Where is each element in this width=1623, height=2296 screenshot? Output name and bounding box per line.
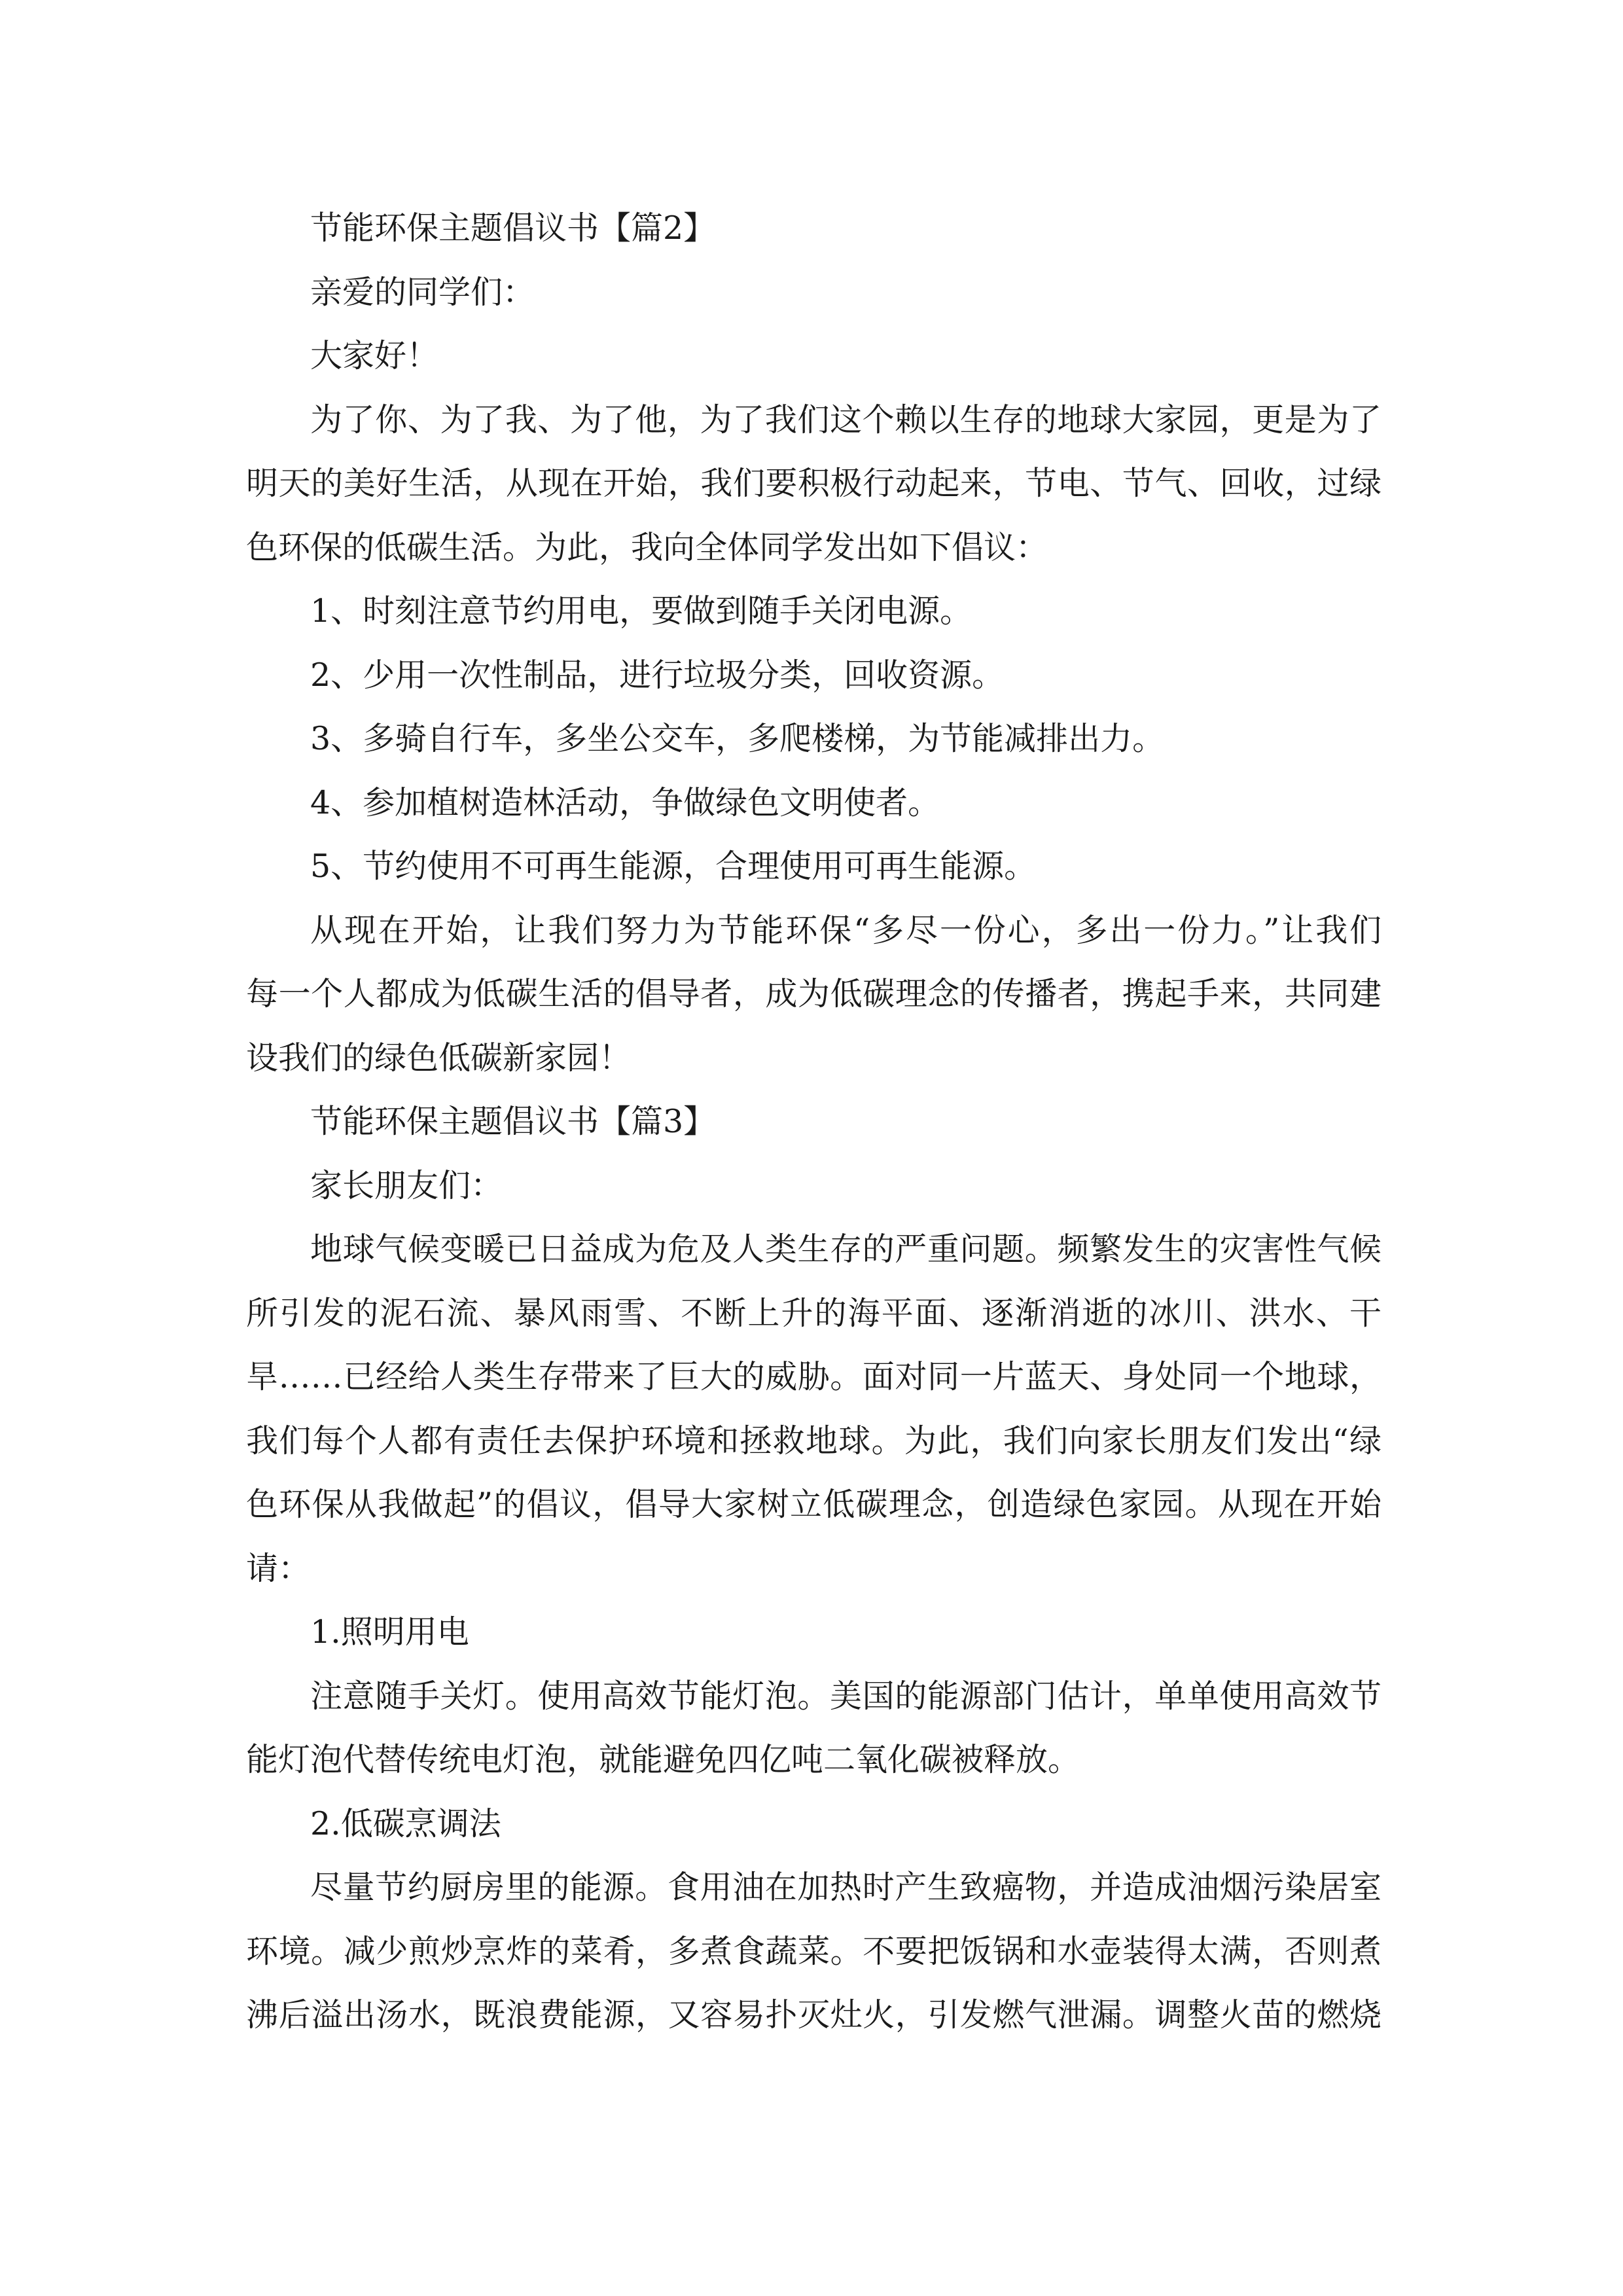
text-line: 沸后溢出汤水，既浪费能源，又容易扑灭灶火，引发燃气泄漏。调整火苗的燃烧 [246, 1996, 1382, 2034]
text-line: 节能环保主题倡议书【篇3】 [310, 1103, 716, 1140]
text-line: 1、时刻注意节约用电，要做到随手关闭电源。 [310, 592, 972, 630]
document-body [246, 196, 1382, 2047]
text-line: 4、参加植树造林活动，争做绿色文明使者。 [310, 783, 940, 821]
text-line: 色环保的低碳生活。为此，我向全体同学发出如下倡议： [246, 528, 1048, 566]
text-line: 亲爱的同学们： [310, 273, 535, 311]
text-line: 注意随手关灯。使用高效节能灯泡。美国的能源部门估计，单单使用高效节 [310, 1677, 1382, 1715]
text-line: 2.低碳烹调法 [310, 1804, 501, 1842]
text-line: 为了你、为了我、为了他，为了我们这个赖以生存的地球大家园，更是为了 [310, 401, 1382, 439]
text-line: 家长朋友们： [310, 1166, 503, 1204]
text-line: 环境。减少煎炒烹炸的菜肴，多煮食蔬菜。不要把饭锅和水壶装得太满，否则煮 [246, 1932, 1382, 1970]
text-line: 3、多骑自行车，多坐公交车，多爬楼梯，为节能减排出力。 [310, 720, 1165, 757]
text-line: 明天的美好生活，从现在开始，我们要积极行动起来，节电、节气、回收，过绿 [246, 465, 1382, 502]
text-line: 旱……已经给人类生存带来了巨大的威胁。面对同一片蓝天、身处同一个地球， [246, 1358, 1382, 1395]
text-line: 5、节约使用不可再生能源，合理使用可再生能源。 [310, 848, 1037, 885]
text-line: 节能环保主题倡议书【篇2】 [310, 209, 716, 247]
text-line: 从现在开始，让我们努力为节能环保“多尽一份心，多出一份力。”让我们 [310, 911, 1382, 949]
text-line: 每一个人都成为低碳生活的倡导者，成为低碳理念的传播者，携起手来，共同建 [246, 975, 1382, 1013]
text-line: 尽量节约厨房里的能源。食用油在加热时产生致癌物，并造成油烟污染居室 [310, 1869, 1382, 1906]
text-line: 能灯泡代替传统电灯泡，就能避免四亿吨二氧化碳被释放。 [246, 1741, 1080, 1778]
text-line: 色环保从我做起”的倡议，倡导大家树立低碳理念，创造绿色家园。从现在开始 [246, 1486, 1382, 1523]
text-line: 所引发的泥石流、暴风雨雪、不断上升的海平面、逐渐消逝的冰川、洪水、干 [246, 1294, 1382, 1332]
text-line: 设我们的绿色低碳新家园！ [246, 1039, 632, 1077]
text-line: 大家好！ [310, 337, 439, 374]
text-line: 请： [246, 1549, 311, 1587]
text-line: 1.照明用电 [310, 1613, 469, 1651]
text-line: 2、少用一次性制品，进行垃圾分类，回收资源。 [310, 656, 1005, 694]
text-line: 我们每个人都有责任去保护环境和拯救地球。为此，我们向家长朋友们发出“绿 [246, 1422, 1382, 1460]
text-line: 地球气候变暖已日益成为危及人类生存的严重问题。频繁发生的灾害性气候 [310, 1230, 1382, 1268]
